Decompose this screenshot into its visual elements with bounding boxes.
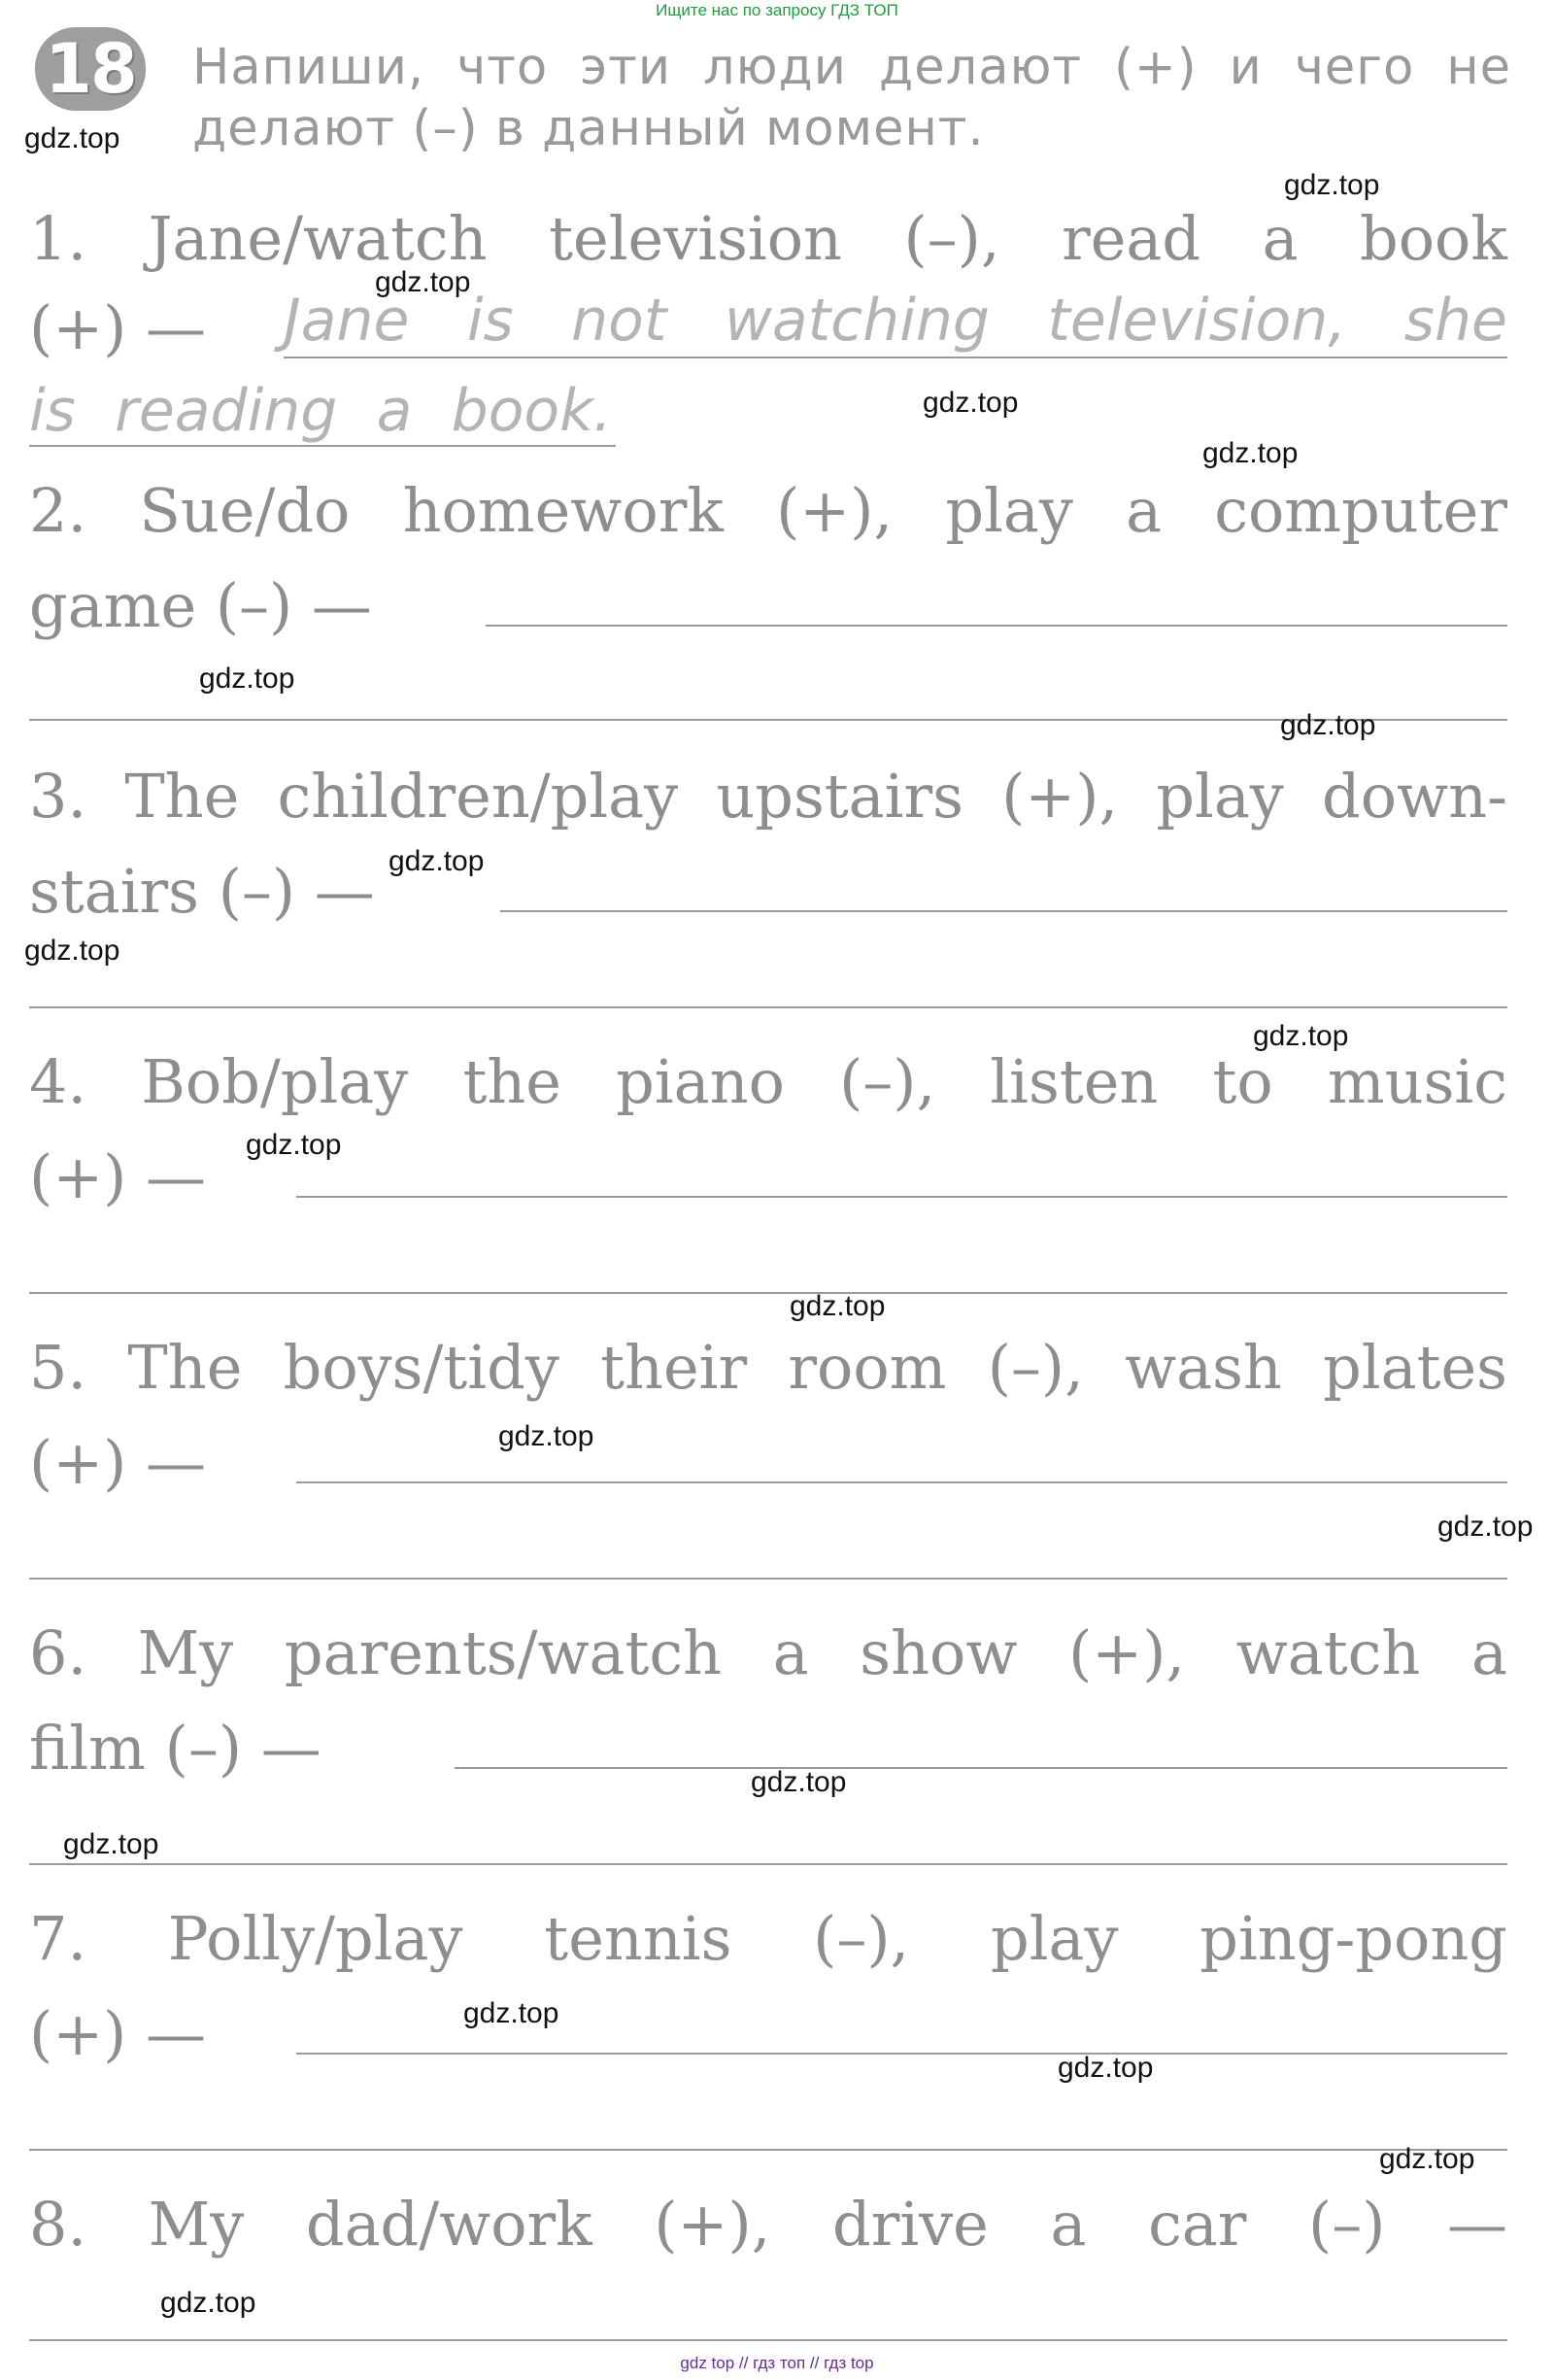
watermark: gdz.top <box>463 1997 559 2029</box>
word: Polly/play <box>167 1903 463 1974</box>
answer-line[interactable] <box>500 910 1507 912</box>
word: My <box>137 1617 234 1688</box>
word: plates <box>1323 1332 1507 1403</box>
word: 8. <box>29 2189 87 2260</box>
example-answer-line-2 <box>29 377 612 445</box>
word: computer <box>1214 475 1507 546</box>
watermark: gdz.top <box>1058 2052 1154 2084</box>
item-4-prompt <box>29 1047 1507 1117</box>
word: a <box>1126 475 1163 546</box>
watermark: gdz.top <box>24 935 120 967</box>
word: to <box>1212 1046 1273 1117</box>
word: (–), <box>903 203 1000 274</box>
word: homework <box>402 475 724 546</box>
watermark: gdz.top <box>24 122 120 154</box>
word: music <box>1327 1046 1507 1117</box>
word: tennis <box>544 1903 732 1974</box>
answer-line[interactable] <box>296 1481 1507 1483</box>
exercise-instruction: Напиши, что эти люди делают (+) и чего не делают (–) в данный момент. <box>192 39 1511 157</box>
word: (+), <box>1001 761 1119 832</box>
item-1-sign: (+) — <box>29 292 207 363</box>
watermark: gdz.top <box>246 1129 342 1161</box>
word: play <box>945 475 1073 546</box>
watermark: gdz.top <box>375 266 471 298</box>
item-5-prompt <box>29 1333 1507 1403</box>
watermark: gdz.top <box>1253 1020 1349 1052</box>
answer-line[interactable] <box>486 625 1507 627</box>
word: Bob/play <box>141 1046 409 1117</box>
watermark: gdz.top <box>790 1290 886 1322</box>
word: she <box>1403 287 1507 355</box>
word: play <box>1156 761 1284 832</box>
word: book. <box>451 377 612 445</box>
item-8-prompt <box>29 2190 1507 2260</box>
answer-line[interactable] <box>29 2339 1507 2341</box>
word: parents/watch <box>284 1617 723 1688</box>
word: — <box>1447 2189 1507 2260</box>
word: 7. <box>29 1903 87 1974</box>
word: drive <box>832 2189 989 2260</box>
exercise-number: 18 <box>45 29 136 109</box>
item-3-prompt <box>29 762 1507 832</box>
watermark: gdz.top <box>1379 2143 1475 2175</box>
word: show <box>860 1617 1018 1688</box>
word: (–), <box>813 1903 910 1974</box>
word: a <box>1262 203 1299 274</box>
answer-line[interactable] <box>455 1767 1507 1769</box>
word: the <box>462 1046 561 1117</box>
word: play <box>991 1903 1119 1974</box>
answer-line[interactable] <box>29 1006 1507 1008</box>
word: car <box>1148 2189 1247 2260</box>
answer-line[interactable] <box>296 2053 1507 2055</box>
word: Sue/do <box>139 475 351 546</box>
item-4-sign: (+) — <box>29 1141 207 1212</box>
word: The <box>124 761 240 832</box>
watermark: gdz.top <box>199 663 295 695</box>
item-7-sign: (+) — <box>29 1998 207 2069</box>
word: 6. <box>29 1617 87 1688</box>
answer-line[interactable] <box>296 1196 1507 1198</box>
answer-line[interactable] <box>29 1578 1507 1580</box>
item-3-sign: stairs (–) — <box>29 856 375 927</box>
word: (+), <box>1068 1617 1186 1688</box>
word: a <box>1470 1617 1507 1688</box>
watermark: gdz.top <box>1202 437 1299 469</box>
word: dad/work <box>305 2189 592 2260</box>
word: 4. <box>29 1046 87 1117</box>
word: is <box>29 377 76 445</box>
item-6-sign: film (–) — <box>29 1713 321 1784</box>
item-6-prompt <box>29 1618 1507 1688</box>
word: book <box>1360 203 1507 274</box>
word: (–), <box>987 1332 1084 1403</box>
word: upstairs <box>716 761 963 832</box>
word: ping-pong <box>1199 1903 1507 1974</box>
answer-line[interactable] <box>284 357 1507 358</box>
word: piano <box>616 1046 785 1117</box>
word: read <box>1062 203 1201 274</box>
watermark: gdz.top <box>923 387 1019 419</box>
word: children/play <box>277 761 679 832</box>
word: Jane/watch <box>148 203 488 274</box>
word: 2. <box>29 475 87 546</box>
word: (+), <box>654 2189 771 2260</box>
word: (+), <box>776 475 894 546</box>
word: is <box>466 287 514 355</box>
word: down- <box>1322 761 1507 832</box>
word: 1. <box>29 203 87 274</box>
item-7-prompt <box>29 1904 1507 1974</box>
watermark: gdz.top <box>1437 1511 1534 1543</box>
word: Jane <box>284 287 410 355</box>
word: television, <box>1047 287 1347 355</box>
watermark: gdz.top <box>498 1420 594 1452</box>
watermark: gdz.top <box>1284 169 1380 201</box>
watermark: gdz.top <box>63 1828 159 1860</box>
word: watching <box>724 287 990 355</box>
word: reading <box>115 377 338 445</box>
word: not <box>571 287 667 355</box>
top-banner[interactable]: Ищите нас по запросу ГДЗ ТОП <box>656 1 898 19</box>
watermark: gdz.top <box>160 2287 256 2319</box>
word: wash <box>1125 1332 1282 1403</box>
watermark: gdz.top <box>751 1766 847 1798</box>
item-2-sign: game (–) — <box>29 570 372 641</box>
word: a <box>772 1617 809 1688</box>
word: their <box>600 1332 748 1403</box>
item-5-sign: (+) — <box>29 1427 207 1498</box>
word: 5. <box>29 1332 87 1403</box>
word: listen <box>990 1046 1159 1117</box>
item-2-prompt <box>29 476 1507 546</box>
word: a <box>1050 2189 1087 2260</box>
watermark: gdz.top <box>1280 709 1376 741</box>
word: My <box>148 2189 245 2260</box>
word: television <box>549 203 842 274</box>
word: The <box>127 1332 243 1403</box>
word: (–) <box>1308 2189 1386 2260</box>
word: (–), <box>839 1046 936 1117</box>
word: room <box>788 1332 947 1403</box>
word: 3. <box>29 761 87 832</box>
answer-line[interactable] <box>29 1863 1507 1865</box>
exercise-number-badge <box>35 27 146 111</box>
bottom-banner[interactable]: gdz top // гдз топ // гдз top <box>680 2354 874 2372</box>
word: a <box>376 377 413 445</box>
item-1-prompt <box>29 204 1507 274</box>
answer-line[interactable] <box>29 2149 1507 2151</box>
watermark: gdz.top <box>388 845 485 877</box>
word: watch <box>1235 1617 1421 1688</box>
answer-line[interactable] <box>29 445 616 447</box>
word: boys/tidy <box>283 1332 559 1403</box>
answer-line[interactable] <box>29 1292 1507 1294</box>
